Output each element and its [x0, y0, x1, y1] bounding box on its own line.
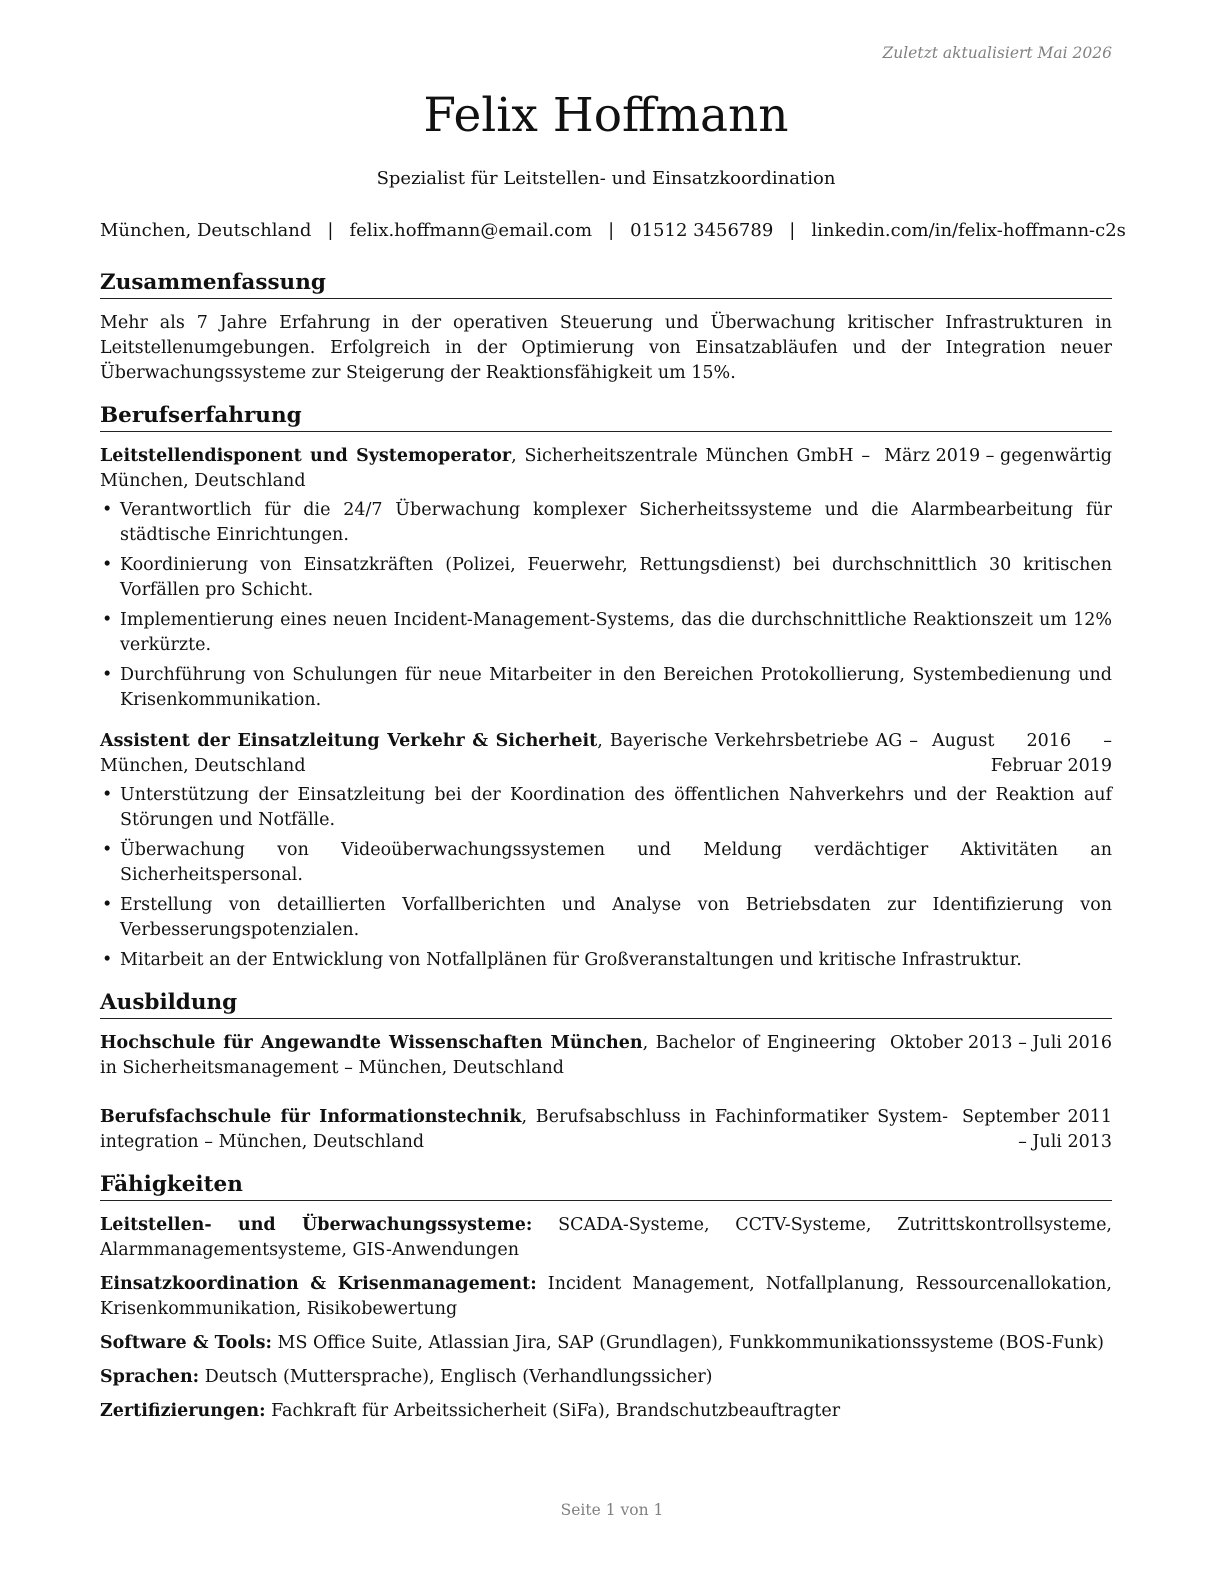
job-bullets: [100, 498, 1112, 713]
job-header: [100, 729, 1112, 779]
job-title-line: [100, 729, 932, 779]
skills-section: [100, 1171, 1112, 1424]
skill-value: Incident Management, Notfallplanung, Ressourcenallokation, Krisenkommunikation, Risikobewertung: [100, 1274, 1112, 1319]
section-title-education: Ausbildung: [100, 989, 1112, 1019]
job-dates: März 2019 – gegenwärtig: [884, 446, 1112, 466]
education-title-line: [100, 1031, 890, 1081]
page-number: Seite 1 von 1: [560, 1501, 664, 1519]
job-entry: [100, 444, 1112, 713]
bullet-icon: •: [102, 895, 113, 915]
section-title-skills: Fähigkeiten: [100, 1171, 1112, 1201]
bullet-icon: •: [102, 665, 113, 685]
contact-separator: |: [608, 220, 615, 241]
resume-page: [100, 0, 1126, 1584]
education-title-line: [100, 1105, 962, 1155]
bullet-icon: •: [102, 785, 113, 805]
job-company: , Sicherheitszentrale München GmbH – München, Deutschland: [100, 446, 871, 491]
skill-label: Sprachen:: [100, 1367, 200, 1387]
job-header: [100, 444, 1112, 494]
bullet-text: Verantwortlich für die 24/7 Überwachung komplexer Sicherheitssysteme und die Alarmbearbeitung für städtische Einrichtungen.: [120, 500, 1112, 545]
bullet-text: Koordinierung von Einsatzkräften (Polizei, Feuerwehr, Rettungsdienst) bei durchschnittlich 30 kritischen Vorfällen pro Schicht.: [120, 555, 1112, 600]
last-updated: Zuletzt aktualisiert Mai 2026: [882, 44, 1112, 62]
job-bullet: [100, 608, 1112, 658]
experience-section: [100, 402, 1112, 973]
contact-separator: |: [789, 220, 796, 241]
contact-line: [100, 219, 1126, 243]
job-dates: August 2016 – Februar 2019: [932, 731, 1112, 776]
bullet-text: Erstellung von detaillierten Vorfallberichten und Analyse von Betriebsdaten zur Identifizierung von Verbesserungspotenzialen.: [120, 895, 1112, 940]
job-role: Leitstellendisponent und Systemoperator: [100, 446, 512, 466]
skill-line: [100, 1213, 1112, 1263]
bullet-text: Implementierung eines neuen Incident-Management-Systems, das die durchschnittliche Reaktionszeit um 12% verkürzte.: [120, 610, 1112, 655]
skill-label: Einsatzkoordination & Krisenmanagement:: [100, 1274, 537, 1294]
job-role: Assistent der Einsatzleitung Verkehr & Sicherheit: [100, 731, 598, 751]
education-entry: [100, 1105, 1112, 1155]
section-title-experience: Berufserfahrung: [100, 402, 1112, 432]
education-detail: , Berufsabschluss in Fachinformatiker Systemintegration – München, Deutschland: [100, 1107, 948, 1152]
bullet-text: Überwachung von Videoüberwachungssystemen und Meldung verdächtiger Aktivitäten an Sicherheitspersonal.: [120, 840, 1112, 885]
skill-line: [100, 1331, 1112, 1356]
contact-location: München, Deutschland: [100, 220, 312, 241]
skill-line: [100, 1399, 1112, 1424]
skill-value: Fachkraft für Arbeitssicherheit (SiFa), Brandschutzbeauftragter: [265, 1401, 841, 1421]
job-bullet: [100, 948, 1112, 973]
bullet-text: Unterstützung der Einsatzleitung bei der Koordination des öffentlichen Nahverkehrs und der Reaktion auf Störungen und Notfälle.: [120, 785, 1112, 830]
job-bullet: [100, 893, 1112, 943]
job-company: , Bayerische Verkehrsbetriebe AG – München, Deutschland: [100, 731, 919, 776]
education-header: [100, 1105, 1112, 1155]
bullet-text: Mitarbeit an der Entwicklung von Notfallplänen für Großveranstaltungen und kritische Infrastruktur.: [120, 950, 1022, 970]
skill-label: Zertifizierungen:: [100, 1401, 266, 1421]
skill-label: Leitstellen- und Überwachungssysteme:: [100, 1215, 533, 1235]
skill-value: MS Office Suite, Atlassian Jira, SAP (Grundlagen), Funkkommunikationssysteme (BOS-Funk): [271, 1333, 1104, 1353]
contact-email[interactable]: felix.hoffmann@email.com: [349, 220, 593, 241]
education-dates: September 2011 – Juli 2013: [962, 1107, 1112, 1152]
summary-section: [100, 269, 1112, 386]
bullet-icon: •: [102, 555, 113, 575]
job-bullets: [100, 783, 1112, 973]
job-title-line: [100, 444, 884, 494]
contact-phone[interactable]: 01512 3456789: [630, 220, 774, 241]
education-entry: [100, 1031, 1112, 1081]
contact-separator: |: [327, 220, 334, 241]
job-bullet: [100, 663, 1112, 713]
skill-label: Software & Tools:: [100, 1333, 272, 1353]
job-bullet: [100, 553, 1112, 603]
job-bullet: [100, 783, 1112, 833]
education-detail: , Bachelor of Engineering in Sicherheitsmanagement – München, Deutschland: [100, 1033, 876, 1078]
bullet-text: Durchführung von Schulungen für neue Mitarbeiter in den Bereichen Protokollierung, Systembedienung und Krisenkommunikation.: [120, 665, 1112, 710]
skill-line: [100, 1365, 1112, 1390]
bullet-icon: •: [102, 950, 113, 970]
education-dates: Oktober 2013 – Juli 2016: [890, 1033, 1112, 1053]
section-title-summary: Zusammenfassung: [100, 269, 1112, 299]
bullet-icon: •: [102, 840, 113, 860]
job-bullet: [100, 838, 1112, 888]
candidate-name: Felix Hoffmann: [423, 88, 789, 143]
education-header: [100, 1031, 1112, 1081]
job-entry: [100, 729, 1112, 973]
skill-value: SCADA-Systeme, CCTV-Systeme, Zutrittskontrollsysteme, Alarmmanagementsysteme, GIS-Anwendungen: [100, 1215, 1112, 1260]
bullet-icon: •: [102, 500, 113, 520]
bullet-icon: •: [102, 610, 113, 630]
job-bullet: [100, 498, 1112, 548]
education-section: [100, 989, 1112, 1155]
contact-linkedin[interactable]: linkedin.com/in/felix-hoffmann-c2s: [811, 220, 1126, 241]
summary-text: Mehr als 7 Jahre Erfahrung in der operativen Steuerung und Überwachung kritischer Infrastrukturen in Leitstellenumgebungen. Erfolgreich in der Optimierung von Einsatzabläufen und der Integration neuer Überwachungssysteme zur Steigerung der Reaktionsfähigkeit um 15%.: [100, 313, 1112, 383]
resume-content: [100, 269, 1112, 1440]
skill-line: [100, 1272, 1112, 1322]
candidate-tagline: Spezialist für Leitstellen- und Einsatzkoordination: [376, 168, 836, 189]
education-school: Berufsfachschule für Informationstechnik: [100, 1107, 522, 1127]
skill-value: Deutsch (Muttersprache), Englisch (Verhandlungssicher): [199, 1367, 713, 1387]
education-school: Hochschule für Angewandte Wissenschaften München: [100, 1033, 643, 1053]
